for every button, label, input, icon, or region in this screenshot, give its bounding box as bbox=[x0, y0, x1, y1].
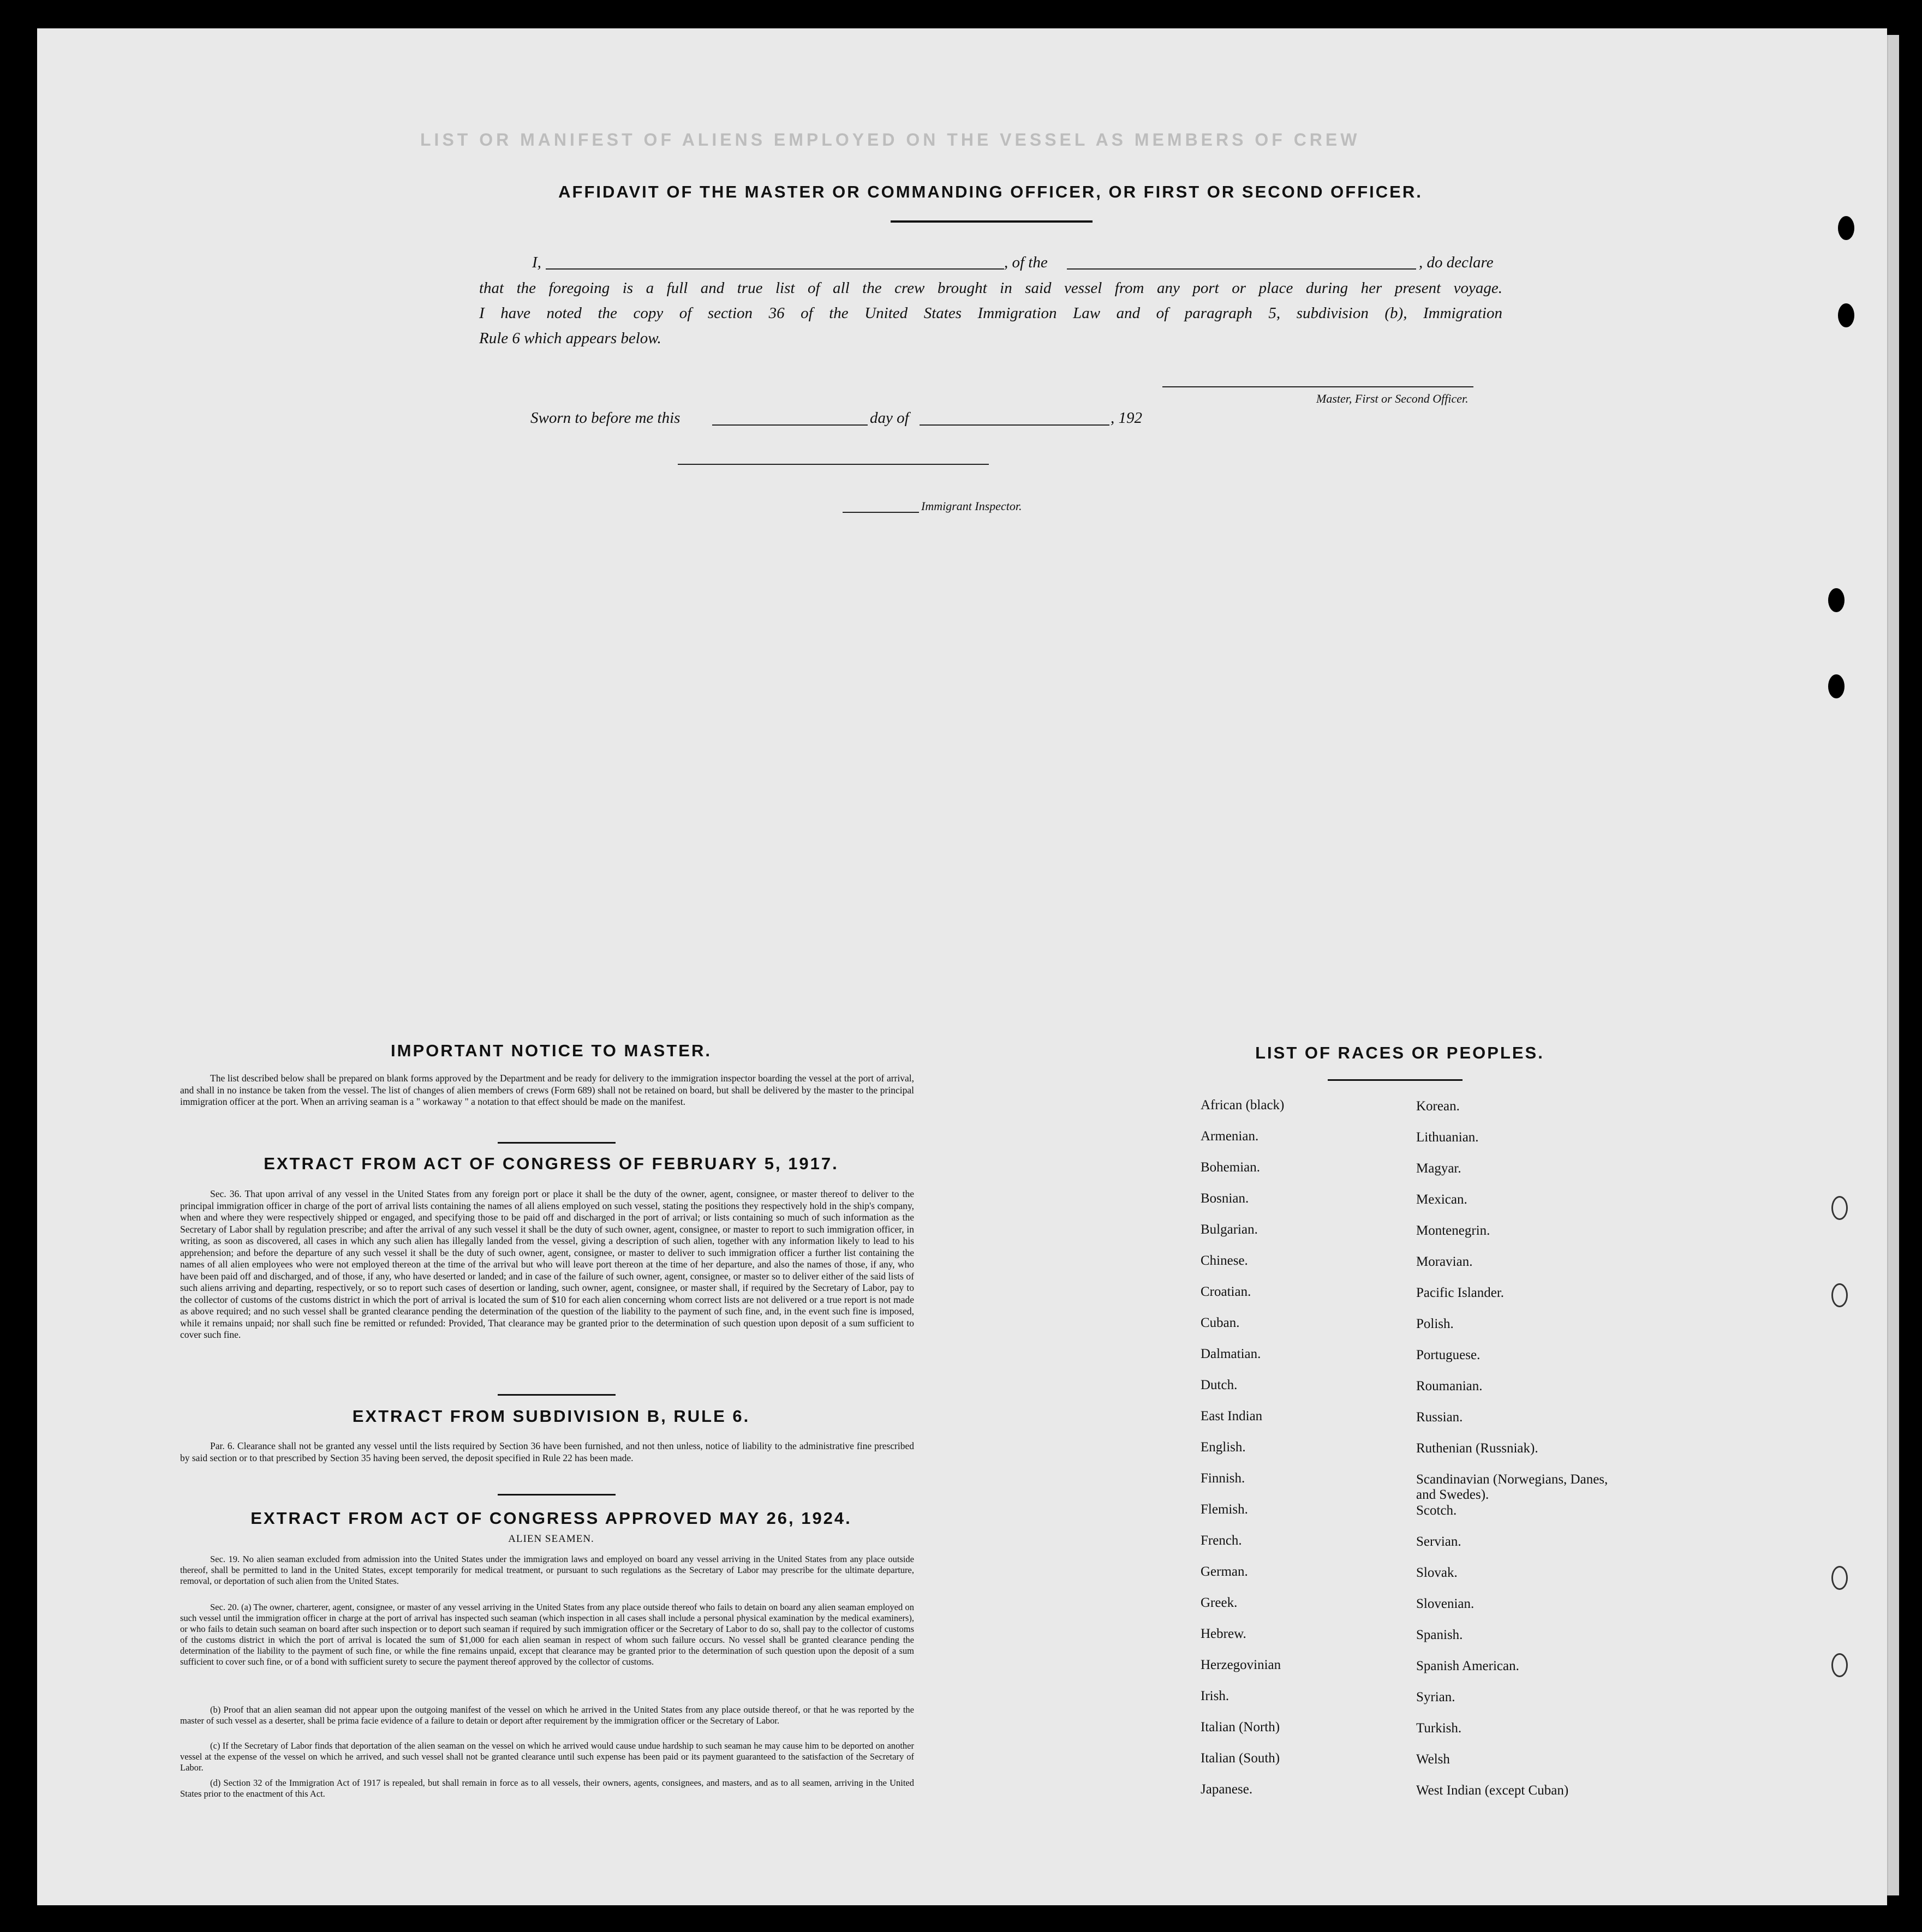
race-item: Bulgarian. bbox=[1201, 1222, 1258, 1237]
race-item: East Indian bbox=[1201, 1409, 1263, 1423]
punch-hole bbox=[1831, 1566, 1848, 1590]
month-blank bbox=[920, 424, 1109, 426]
punch-hole bbox=[1828, 588, 1845, 612]
race-item: Lithuanian. bbox=[1416, 1130, 1479, 1145]
punch-hole bbox=[1831, 1283, 1848, 1307]
race-item: Servian. bbox=[1416, 1534, 1461, 1549]
sec20d-text: (d) Section 32 of the Immigration Act of 1917 is repealed, but shall remain in force as to all vessels, their owners, agents, consignees, and masters, and as to all seamen, arriving in the United States prior to the enactment of this Act. bbox=[180, 1778, 914, 1799]
race-item: West Indian (except Cuban) bbox=[1416, 1783, 1569, 1798]
rule6-text: Par. 6. Clearance shall not be granted any vessel until the lists required by Section 36 have been furnished, and not then unless, notice of liability to the administrative fine prescribed by said section or to that prescribed by Section 35 having been served, the deposit specified in Rule 22 has been made. bbox=[180, 1440, 914, 1463]
race-item: Welsh bbox=[1416, 1752, 1450, 1767]
race-item: Magyar. bbox=[1416, 1161, 1461, 1176]
extract-1924-subtitle: ALIEN SEAMEN. bbox=[508, 1533, 594, 1545]
race-item: French. bbox=[1201, 1533, 1242, 1548]
inspector-signature-blank bbox=[678, 464, 989, 465]
race-item: Irish. bbox=[1201, 1689, 1229, 1703]
sec20b-text: (b) Proof that an alien seaman did not appear upon the outgoing manifest of the vessel on which he arrived in the United States from any place outside thereof, or that he was reported by the master of such vessel as a deserter, shall be prima facie evidence of a failure to detain or deport after requirement by the immigration officer or the Secretary of Labor. bbox=[180, 1704, 914, 1726]
signature-caption: Master, First or Second Officer. bbox=[1316, 392, 1469, 405]
race-item: Mexican. bbox=[1416, 1192, 1467, 1207]
punch-hole bbox=[1831, 1196, 1848, 1220]
race-item: Chinese. bbox=[1201, 1253, 1248, 1268]
extract-1924-title: EXTRACT FROM ACT OF CONGRESS APPROVED MAY 26, 1924. bbox=[250, 1509, 852, 1528]
races-column-1 bbox=[1201, 1098, 1408, 1813]
race-item: African (black) bbox=[1201, 1098, 1285, 1112]
sworn-prefix: Sworn to before me this bbox=[530, 409, 681, 427]
races-column-2 bbox=[1416, 1099, 1667, 1814]
bleed-through-header: LIST OR MANIFEST OF ALIENS EMPLOYED ON THE VESSEL AS MEMBERS OF CREW bbox=[420, 130, 1360, 149]
affidavit-title: AFFIDAVIT OF THE MASTER OR COMMANDING OFFICER, OR FIRST OR SECOND OFFICER. bbox=[558, 182, 1423, 201]
race-item: Montenegrin. bbox=[1416, 1223, 1490, 1238]
races-title-rule bbox=[1328, 1079, 1463, 1081]
extract-1917-title: EXTRACT FROM ACT OF CONGRESS OF FEBRUARY 5, 1917. bbox=[264, 1154, 839, 1173]
race-item: Japanese. bbox=[1201, 1782, 1253, 1797]
affidavit-i-label: I, bbox=[532, 254, 541, 271]
race-item: Portuguese. bbox=[1416, 1348, 1481, 1362]
rule6-title: EXTRACT FROM SUBDIVISION B, RULE 6. bbox=[352, 1407, 750, 1426]
inspector-name-blank bbox=[843, 512, 919, 513]
race-item: Slovenian. bbox=[1416, 1596, 1475, 1611]
race-item: Korean. bbox=[1416, 1099, 1460, 1114]
race-item: Cuban. bbox=[1201, 1315, 1240, 1330]
race-item: Scandinavian (Norwegians, Danes, and Swedes). bbox=[1416, 1472, 1608, 1502]
race-item: German. bbox=[1201, 1564, 1248, 1579]
race-item: Syrian. bbox=[1416, 1690, 1455, 1704]
race-item: Turkish. bbox=[1416, 1721, 1462, 1736]
affidavit-line-3: I have noted the copy of section 36 of the United States Immigration Law and of paragraph 5, subdivision (b), Immigration bbox=[479, 304, 1502, 322]
race-item: Slovak. bbox=[1416, 1565, 1458, 1580]
race-item: Croatian. bbox=[1201, 1284, 1251, 1299]
race-item: Russian. bbox=[1416, 1410, 1463, 1425]
races-title: LIST OF RACES OR PEOPLES. bbox=[1255, 1043, 1544, 1062]
punch-hole bbox=[1838, 303, 1854, 327]
race-item: Spanish American. bbox=[1416, 1659, 1519, 1673]
sec20c-text: (c) If the Secretary of Labor finds that deportation of the alien seaman on the vessel on which he arrived would cause undue hardship to such seaman he may cause him to be deported on another vessel at the expense of the vessel on which he arrived, and such vessel shall not be granted clearance until such expense has been paid or its payment guaranteed to the satisfaction of the Secretary of Labor. bbox=[180, 1740, 914, 1773]
punch-hole bbox=[1831, 1653, 1848, 1677]
race-item: Greek. bbox=[1201, 1595, 1238, 1610]
name-blank bbox=[546, 268, 1004, 270]
punch-hole bbox=[1838, 216, 1854, 240]
race-item: Herzegovinian bbox=[1201, 1658, 1281, 1672]
race-item: Bosnian. bbox=[1201, 1191, 1249, 1206]
title-rule bbox=[891, 220, 1093, 223]
day-of: day of bbox=[870, 409, 909, 427]
race-item: Dalmatian. bbox=[1201, 1347, 1261, 1361]
notice-text: The list described below shall be prepared on blank forms approved by the Department and be ready for delivery to the immigration inspector boarding the vessel at the port of arrival, and shall in no instance be taken from the vessel. The list of changes of alien members of crews (Form 689) shall not be retained on board, but shall be delivered by the master to the principal immigration officer at the port. When an arriving seaman is a " workaway " a notation to that effect should be made on the manifest. bbox=[180, 1073, 914, 1107]
race-item: English. bbox=[1201, 1440, 1246, 1455]
race-item: Italian (South) bbox=[1201, 1751, 1280, 1766]
signature-blank bbox=[1162, 386, 1473, 387]
binder-edge bbox=[1887, 35, 1899, 1895]
race-item: Flemish. bbox=[1201, 1502, 1248, 1517]
race-item: Italian (North) bbox=[1201, 1720, 1280, 1734]
sec19-text: Sec. 19. No alien seaman excluded from admission into the United States under the immigration laws and employed on board any vessel arriving in the United States from any place outside thereof, shall be permitted to land in the United States, except temporarily for medical treatment, or pursuant to such regulations as the Secretary of Labor may prescribe for the ultimate departure, removal, or deportation of such alien from the United States. bbox=[180, 1554, 914, 1586]
race-item: Hebrew. bbox=[1201, 1626, 1246, 1641]
race-item: Bohemian. bbox=[1201, 1160, 1261, 1175]
notice-title: IMPORTANT NOTICE TO MASTER. bbox=[391, 1041, 712, 1060]
affidavit-line-4: Rule 6 which appears below. bbox=[479, 330, 661, 347]
extract-1917-text: Sec. 36. That upon arrival of any vessel in the United States from any foreign port or place it shall be the duty of the owner, agent, consignee, or master thereof to deliver to the principal immigration officer in charge of the port of arrival lists containing the names of all aliens employed on such vessel, stating the positions they respectively hold in the ship's company, when and where they were respectively shipped or engaged, and specifying those to be paid off and discharged in the port of arrival; or lists containing so much of such information as the Secretary of Labor shall by regulation prescribe; and after the arrival of any such vessel it shall be the duty of such owner, agent, consignee, or master to report to such immigration officer, in writing, as soon as discovered, all cases in which any such alien has illegally landed from the vessel, giving a description of such alien, together with any information likely to lead to his apprehension; and before the departure of any such vessel it shall be the duty of such owner, agent, consignee, or master to deliver to such immigration officer a further list containing the names of all alien employees who were not employed thereon at the time of the arrival but who will leave port thereon at the time of her departure, and also the names of those, if any, who have been paid off and discharged, and of those, if any, who have deserted or landed; and in case of the failure of such owner, agent, consignee, or master so to deliver either of the said lists of such aliens arriving and departing, respectively, or so to report such cases of desertion or landing, such owner, agent, consignee, or master shall, if required by the Secretary of Labor, pay to the collector of customs of the customs district in which the port of arrival is located the sum of $10 for each alien concerning whom correct lists are not delivered or a true report is not made as above required; and no such vessel shall be granted clearance pending the determination of the question of the liability to the payment of such fine, and, in the event such fine is imposed, while it remains unpaid; nor shall such fine be remitted or refunded: Provided, That clearance may be granted prior to the determination of such question upon deposit of a sum sufficient to cover such fine. bbox=[180, 1188, 914, 1340]
day-blank bbox=[712, 424, 868, 426]
year-label: , 192 bbox=[1111, 409, 1142, 427]
section-rule bbox=[498, 1394, 616, 1396]
inspector-caption: Immigrant Inspector. bbox=[921, 499, 1022, 513]
section-rule bbox=[498, 1142, 616, 1144]
affidavit-do-declare: , do declare bbox=[1419, 254, 1494, 271]
race-item: Pacific Islander. bbox=[1416, 1285, 1505, 1300]
race-item: Spanish. bbox=[1416, 1628, 1463, 1642]
affidavit-of-the: , of the bbox=[1004, 254, 1048, 271]
race-item: Moravian. bbox=[1416, 1254, 1473, 1269]
sec20a-text: Sec. 20. (a) The owner, charterer, agent, consignee, or master of any vessel arriving in the United States from any place outside thereof who fails to detain on board any alien seaman employed on such vessel until the immigration officer in charge at the port of arrival has inspected such seaman (which inspection in all cases shall include a personal physical examination by the medical examiners), or who fails to detain such seaman on board after such inspection or to deport such seaman if required by such immigration officer or the Secretary of Labor to do so, shall pay to the collector of customs of the customs district in which the port of arrival is located the sum of $1,000 for each alien seaman in respect of whom such failure occurs. No vessel shall be granted clearance pending the determination of the liability to the payment of such fine, or while the fine remains unpaid, except that clearance may be granted prior to the determination of such question upon the deposit of a sum sufficient to cover such fine, or of a bond with sufficient surety to secure the payment thereof approved by the collector of customs. bbox=[180, 1602, 914, 1667]
section-rule bbox=[498, 1494, 616, 1496]
affidavit-line-2: that the foregoing is a full and true list of all the crew brought in said vessel from any port or place during her present voyage. bbox=[479, 279, 1502, 297]
vessel-blank bbox=[1067, 268, 1416, 270]
punch-hole bbox=[1828, 674, 1845, 698]
race-item: Polish. bbox=[1416, 1317, 1454, 1331]
race-item: Finnish. bbox=[1201, 1471, 1245, 1486]
race-item: Roumanian. bbox=[1416, 1379, 1483, 1393]
race-item: Scotch. bbox=[1416, 1503, 1457, 1518]
race-item: Ruthenian (Russniak). bbox=[1416, 1441, 1538, 1456]
race-item: Dutch. bbox=[1201, 1378, 1238, 1392]
race-item: Armenian. bbox=[1201, 1129, 1259, 1144]
